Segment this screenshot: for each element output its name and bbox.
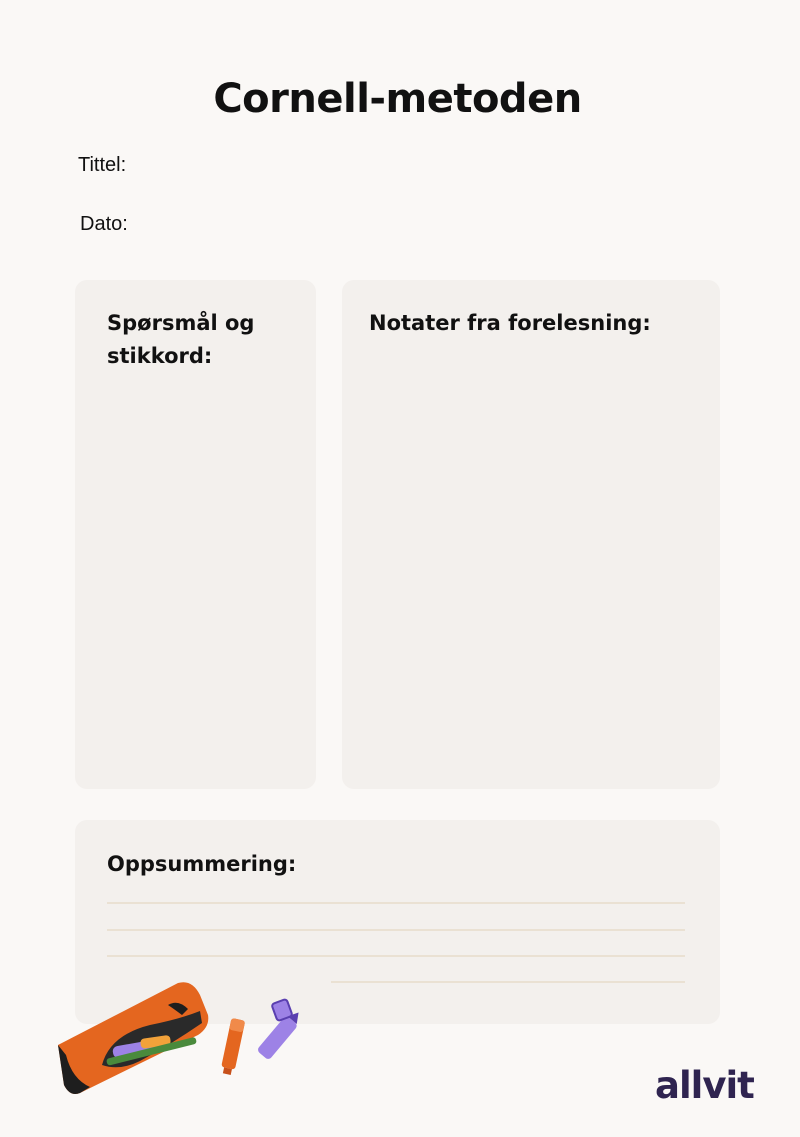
pencil-case-icon — [58, 982, 208, 1094]
summary-rule-line — [331, 981, 685, 983]
allvit-logo: allvit — [655, 1064, 754, 1107]
title-field-label: Tittel: — [78, 154, 127, 176]
notes-heading: Notater fra forelesning: — [369, 311, 651, 335]
pencil-case-illustration-icon — [50, 975, 310, 1105]
marker-cap-icon — [271, 999, 292, 1021]
date-field-label: Dato: — [80, 213, 128, 235]
questions-panel[interactable] — [75, 280, 316, 789]
notes-panel[interactable] — [342, 280, 720, 789]
orange-marker-icon — [220, 1018, 245, 1076]
summary-rule-line — [107, 929, 685, 931]
summary-rule-line — [107, 902, 685, 904]
summary-rule-line — [107, 955, 685, 957]
page-title: Cornell-metoden — [213, 76, 582, 122]
summary-heading: Oppsummering: — [107, 852, 297, 876]
questions-heading: Spørsmål og stikkord: — [107, 311, 255, 368]
